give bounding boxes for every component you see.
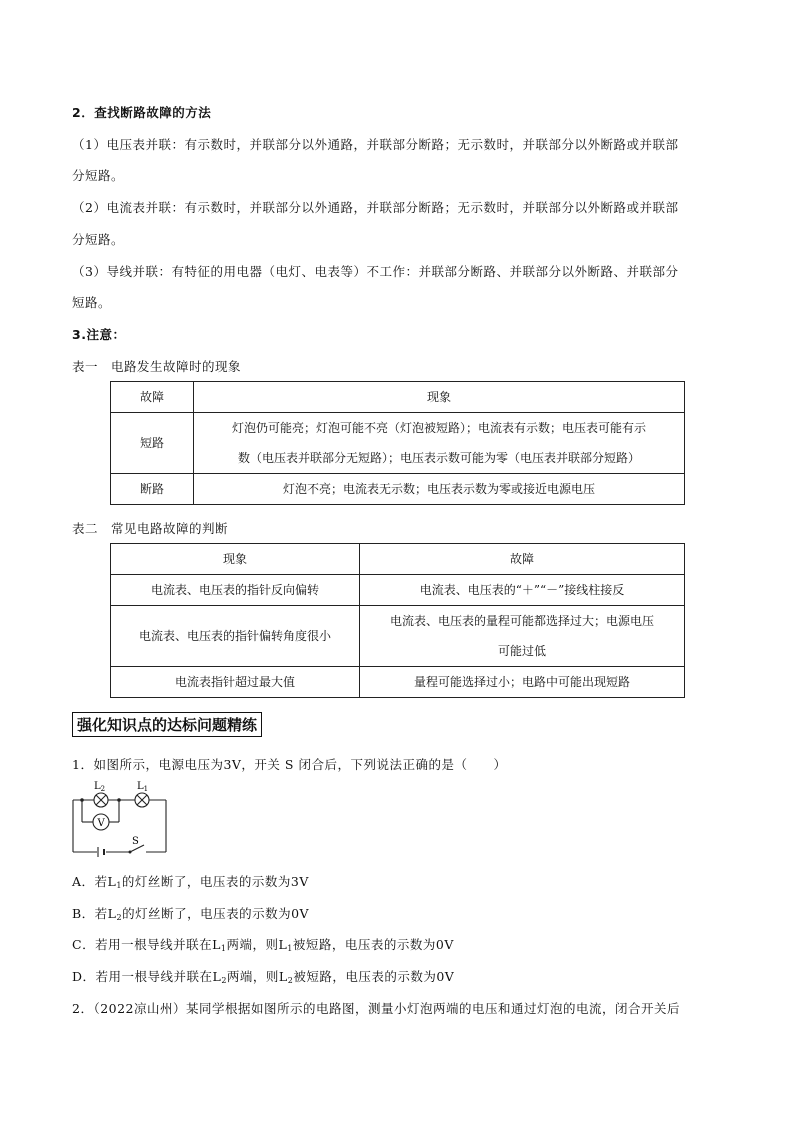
table2-fault-1: 电流表、电压表的“＋”“－”接线柱接反: [360, 575, 685, 606]
table2-fault-2-line1: 电流表、电压表的量程可能都选择过大；电源电压: [389, 614, 654, 628]
table2-fault-2-line2: 可能过低: [497, 644, 546, 658]
table1-phenomenon-short: [194, 413, 685, 474]
table1-header-row: [111, 382, 685, 413]
method-3-line1: （3）导线并联：有特征的用电器（电灯、电表等）不工作：并联部分断路、并联部分以外断路、并联部分: [72, 264, 679, 279]
method-1-line2: 分短路。: [72, 168, 125, 183]
table2-fault-3: 量程可能选择过小；电路中可能出现短路: [360, 667, 685, 698]
method-2-line2: 分短路。: [72, 232, 125, 247]
section-2-title: 2．查找断路故障的方法: [72, 105, 212, 120]
table1-fault-open: 断路: [111, 474, 194, 505]
table1-phenomenon-short-line1: 灯泡仍可能亮；灯泡可能不亮（灯泡被短路）；电流表有示数；电压表可能有示: [231, 421, 646, 435]
table2-phen-2: 电流表、电压表的指针偏转角度很小: [111, 606, 360, 667]
section-heading-boxed: 强化知识点的达标问题精练: [72, 712, 262, 737]
table-row: [111, 667, 685, 698]
table1-header-fault: 故障: [111, 382, 194, 413]
table2-header-fault: 故障: [360, 544, 685, 575]
voltmeter-label: V: [97, 818, 105, 829]
table2-phen-1: 电流表、电压表的指针反向偏转: [111, 575, 360, 606]
method-2-line1: （2）电流表并联：有示数时，并联部分以外通路，并联部分断路；无示数时，并联部分以外断路或并联部: [72, 200, 679, 215]
lamp-l2-label: $L_2$: [94, 781, 106, 793]
table-row: [111, 606, 685, 667]
table1-fault-short: 短路: [111, 413, 194, 474]
circuit-diagram: [70, 778, 180, 860]
option-a: A．若$L_1$的灯丝断了，电压表的示数为3V: [72, 874, 309, 890]
table2-header-phenomenon: 现象: [111, 544, 360, 575]
table-row: [111, 413, 685, 474]
table-row: [111, 575, 685, 606]
table2-header-row: [111, 544, 685, 575]
section-3-title: 3.注意：: [72, 327, 126, 342]
lamp-l1-label: $L_1$: [137, 781, 149, 793]
method-1-line1: （1）电压表并联：有示数时，并联部分以外通路，并联部分断路；无示数时，并联部分以外断路或并联部: [72, 137, 679, 152]
option-d: D．若用一根导线并联在$L_2$两端，则$L_2$被短路，电压表的示数为0V: [72, 969, 455, 985]
lamp-l1-icon: [135, 793, 149, 807]
table1-caption: 表一 电路发生故障时的现象: [72, 359, 242, 374]
table1: [110, 381, 685, 505]
table1-phenomenon-short-line2: 数（电压表并联部分无短路）；电压表示数可能为零（电压表并联部分短路）: [237, 451, 640, 465]
table2-fault-2: [360, 606, 685, 667]
table1-header-phenomenon: 现象: [194, 382, 685, 413]
table1-phenomenon-open: 灯泡不亮；电流表无示数；电压表示数为零或接近电源电压: [194, 474, 685, 505]
switch-label: S: [132, 836, 139, 847]
question-2-stem: 2．（2022凉山州）某同学根据如图所示的电路图，测量小灯泡两端的电压和通过灯泡的电流，闭合开关后: [72, 1001, 681, 1016]
method-3-line2: 短路。: [72, 295, 112, 310]
lamp-l2-icon: [94, 793, 108, 807]
table2: [110, 543, 685, 698]
table-row: [111, 474, 685, 505]
table2-caption: 表二 常见电路故障的判断: [72, 521, 229, 536]
table2-phen-3: 电流表指针超过最大值: [111, 667, 360, 698]
question-1-stem: 1．如图所示，电源电压为3V，开关 S 闭合后，下列说法正确的是（ ）: [72, 757, 507, 772]
option-c: C．若用一根导线并联在$L_1$两端，则$L_1$被短路，电压表的示数为0V: [72, 937, 454, 953]
option-b: B．若$L_2$的灯丝断了，电压表的示数为0V: [72, 906, 310, 922]
